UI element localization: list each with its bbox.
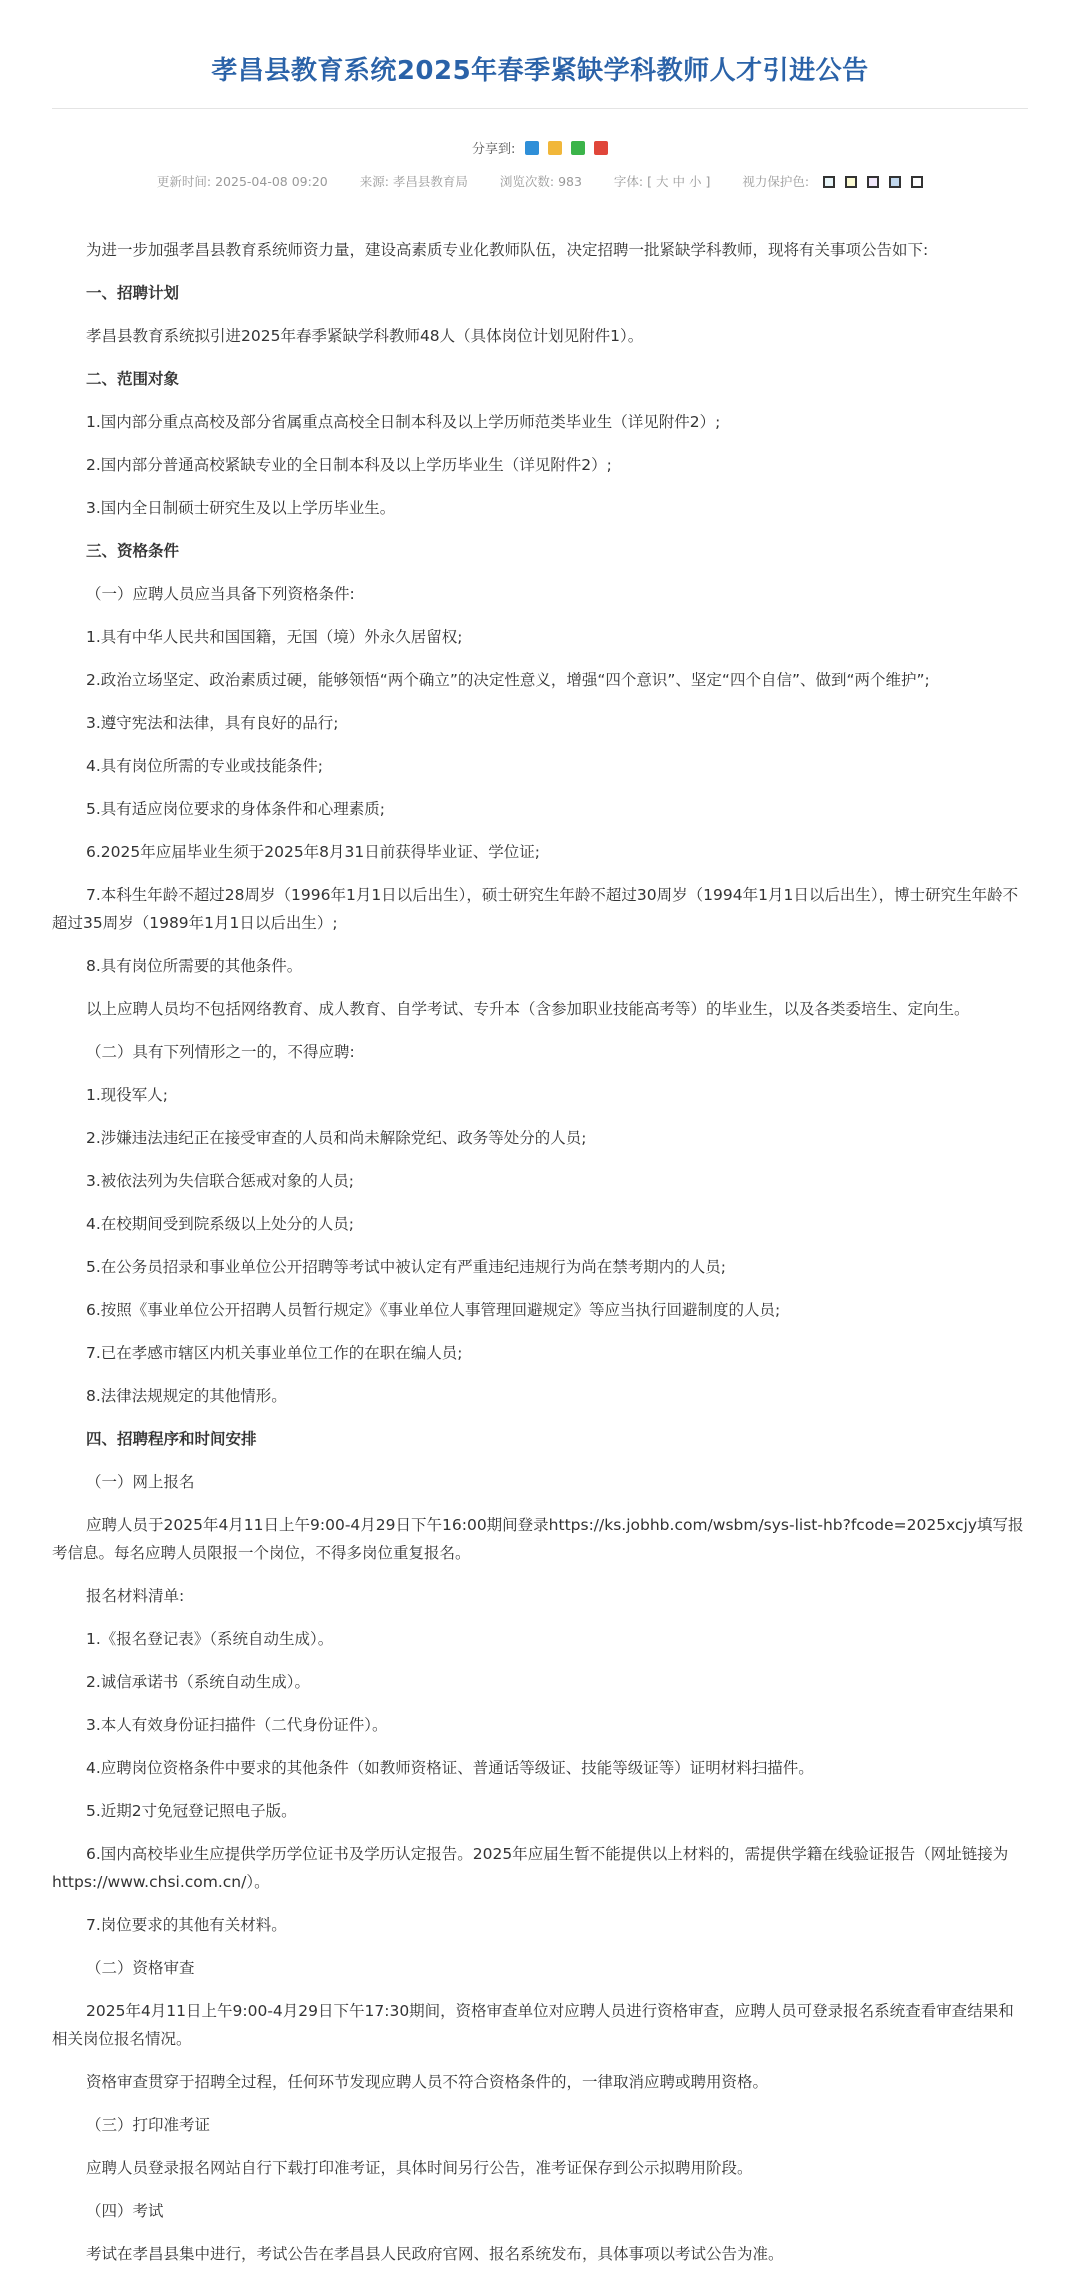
paragraph: （三）打印准考证 bbox=[86, 2116, 211, 2134]
paragraph: 5.具有适应岗位要求的身体条件和心理素质; bbox=[86, 800, 386, 818]
paragraph: 孝昌县教育系统拟引进2025年春季紧缺学科教师48人（具体岗位计划见附件1）。 bbox=[86, 327, 644, 345]
eye-color-swatch-1[interactable] bbox=[823, 176, 835, 188]
paragraph: 为进一步加强孝昌县教育系统师资力量，建设高素质专业化教师队伍，决定招聘一批紧缺学科教师，现将有关事项公告如下: bbox=[86, 241, 929, 259]
eye-color-swatch-2[interactable] bbox=[845, 176, 857, 188]
paragraph: 2.诚信承诺书（系统自动生成）。 bbox=[86, 1673, 311, 1691]
eye-color-swatch-3[interactable] bbox=[867, 176, 879, 188]
paragraph: 6.国内高校毕业生应提供学历学位证书及学历认定报告。2025年应届生暂不能提供以上材料的，需提供学籍在线验证报告（网址链接为https://www.chsi.com.cn/）。 bbox=[52, 1845, 1009, 1891]
paragraph: 7.本科生年龄不超过28周岁（1996年1月1日以后出生），硕士研究生年龄不超过30周岁（1994年1月1日以后出生），博士研究生年龄不超过35周岁（1989年1月1日以后出生）; bbox=[52, 886, 1019, 932]
paragraph: 5.近期2寸免冠登记照电子版。 bbox=[86, 1802, 297, 1820]
article-title: 孝昌县教育系统2025年春季紧缺学科教师人才引进公告 bbox=[211, 56, 869, 86]
section-heading: 四、招聘程序和时间安排 bbox=[86, 1430, 257, 1448]
paragraph: 4.具有岗位所需的专业或技能条件; bbox=[86, 757, 324, 775]
paragraph: 3.被依法列为失信联合惩戒对象的人员; bbox=[86, 1172, 355, 1190]
share-row bbox=[0, 138, 1080, 157]
paragraph: 报名材料清单: bbox=[86, 1587, 185, 1605]
source: 来源: 孝昌县教育局 bbox=[359, 174, 468, 189]
title-divider bbox=[52, 108, 1028, 109]
paragraph: 2025年4月11日上午9:00-4月29日下午17:30期间，资格审查单位对应聘人员进行资格审查，应聘人员可登录报名系统查看审查结果和相关岗位报名情况。 bbox=[52, 2002, 1014, 2048]
paragraph: 4.在校期间受到院系级以上处分的人员; bbox=[86, 1215, 355, 1233]
weibo-icon[interactable] bbox=[594, 141, 608, 155]
paragraph: （四）考试 bbox=[86, 2202, 164, 2220]
font-size-label: 字体: bbox=[613, 174, 644, 189]
section-heading: 一、招聘计划 bbox=[86, 284, 180, 302]
paragraph: 应聘人员登录报名网站自行下载打印准考证，具体时间另行公告，准考证保存到公示拟聘用阶段。 bbox=[86, 2159, 753, 2177]
paragraph: 8.具有岗位所需要的其他条件。 bbox=[86, 957, 303, 975]
paragraph: 8.法律法规规定的其他情形。 bbox=[86, 1387, 287, 1405]
share-label: 分享到: bbox=[472, 142, 516, 157]
paragraph: 以上应聘人员均不包括网络教育、成人教育、自学考试、专升本（含参加职业技能高考等）的毕业生，以及各类委培生、定向生。 bbox=[86, 1000, 970, 1018]
font-small-button[interactable]: 小 bbox=[689, 174, 702, 189]
meta-row bbox=[0, 172, 1080, 190]
paragraph: （一）网上报名 bbox=[86, 1473, 195, 1491]
paragraph: 2.国内部分普通高校紧缺专业的全日制本科及以上学历毕业生（详见附件2）; bbox=[86, 456, 612, 474]
paragraph: 应聘人员于2025年4月11日上午9:00-4月29日下午16:00期间登录https://ks.jobhb.com/wsbm/sys-list-hb?fcode=2025xcjy填写报考信息。每名应聘人员限报一个岗位，不得多岗位重复报名。 bbox=[52, 1516, 1024, 1562]
paragraph: 1.现役军人; bbox=[86, 1086, 169, 1104]
paragraph: 7.岗位要求的其他有关材料。 bbox=[86, 1916, 287, 1934]
paragraph: 1.国内部分重点高校及部分省属重点高校全日制本科及以上学历师范类毕业生（详见附件2）; bbox=[86, 413, 721, 431]
qzone-icon[interactable] bbox=[548, 141, 562, 155]
section-heading: 三、资格条件 bbox=[86, 542, 180, 560]
paragraph: 5.在公务员招录和事业单位公开招聘等考试中被认定有严重违纪违规行为尚在禁考期内的人员; bbox=[86, 1258, 727, 1276]
paragraph: 6.2025年应届毕业生须于2025年8月31日前获得毕业证、学位证; bbox=[86, 843, 540, 861]
paragraph: 3.本人有效身份证扫描件（二代身份证件）。 bbox=[86, 1716, 388, 1734]
paragraph: （二）资格审查 bbox=[86, 1959, 195, 1977]
font-medium-button[interactable]: 中 bbox=[672, 174, 686, 189]
view-count: 浏览次数: 983 bbox=[499, 174, 582, 189]
paragraph: 资格审查贯穿于招聘全过程，任何环节发现应聘人员不符合资格条件的，一律取消应聘或聘用资格。 bbox=[86, 2073, 769, 2091]
paragraph: 考试在孝昌县集中进行，考试公告在孝昌县人民政府官网、报名系统发布，具体事项以考试公告为准。 bbox=[86, 2245, 784, 2263]
wechat-icon[interactable] bbox=[571, 141, 585, 155]
paragraph: 2.涉嫌违法违纪正在接受审查的人员和尚未解除党纪、政务等处分的人员; bbox=[86, 1129, 587, 1147]
paragraph: 6.按照《事业单位公开招聘人员暂行规定》《事业单位人事管理回避规定》等应当执行回避制度的人员; bbox=[86, 1301, 781, 1319]
paragraph: 1.具有中华人民共和国国籍，无国（境）外永久居留权; bbox=[86, 628, 463, 646]
eye-color-swatch-5[interactable] bbox=[911, 176, 923, 188]
paragraph: （一）应聘人员应当具备下列资格条件: bbox=[86, 585, 355, 603]
section-heading: 二、范围对象 bbox=[86, 370, 180, 388]
paragraph: 3.遵守宪法和法律，具有良好的品行; bbox=[86, 714, 339, 732]
eye-protect-controls bbox=[742, 174, 923, 189]
paragraph: 3.国内全日制硕士研究生及以上学历毕业生。 bbox=[86, 499, 396, 517]
paragraph: 4.应聘岗位资格条件中要求的其他条件（如教师资格证、普通话等级证、技能等级证等）证明材料扫描件。 bbox=[86, 1759, 814, 1777]
eye-color-swatch-4[interactable] bbox=[889, 176, 901, 188]
eye-protect-label: 视力保护色: bbox=[742, 174, 810, 189]
paragraph: （二）具有下列情形之一的，不得应聘: bbox=[86, 1043, 355, 1061]
paragraph: 1.《报名登记表》（系统自动生成）。 bbox=[86, 1630, 334, 1648]
qq-icon[interactable] bbox=[525, 141, 539, 155]
font-large-button[interactable]: 大 bbox=[656, 174, 669, 189]
update-time: 更新时间: 2025-04-08 09:20 bbox=[156, 174, 328, 189]
font-size-controls: 字体: [ 大 中 小 ] bbox=[613, 174, 711, 189]
article-body bbox=[52, 236, 1028, 2270]
paragraph: 7.已在孝感市辖区内机关事业单位工作的在职在编人员; bbox=[86, 1344, 463, 1362]
paragraph: 2.政治立场坚定、政治素质过硬，能够领悟“两个确立”的决定性意义，增强“四个意识”、坚定“四个自信”、做到“两个维护”; bbox=[86, 671, 930, 689]
